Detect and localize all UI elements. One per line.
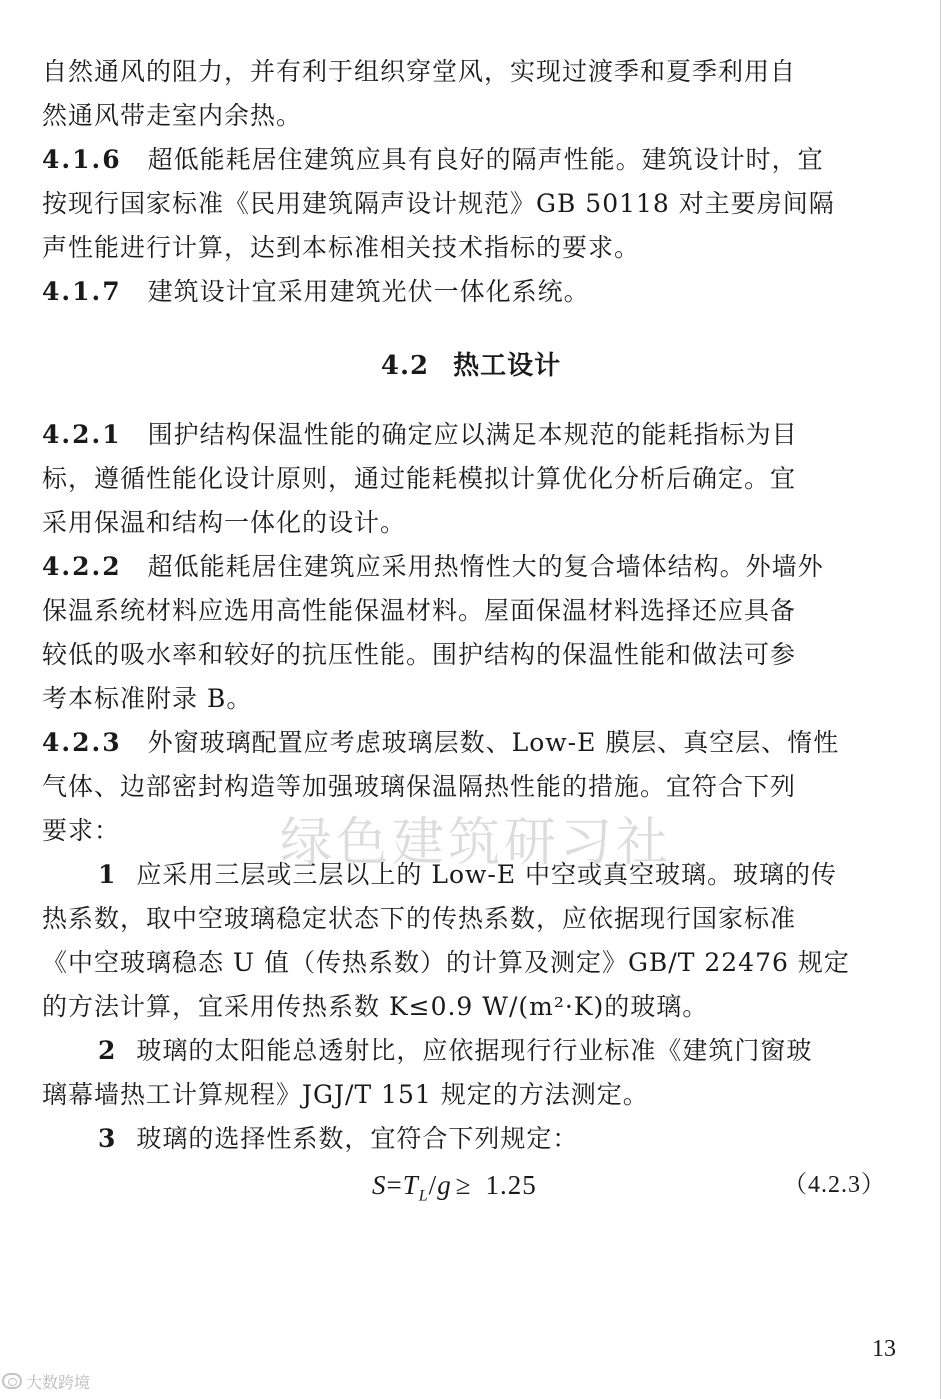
- text-line: 气体、边部密封构造等加强玻璃保温隔热性能的措施。宜符合下列: [42, 772, 797, 801]
- item-number: 3: [98, 1124, 117, 1153]
- text-line: 外窗玻璃配置应考虑玻璃层数、Low-E 膜层、真空层、惰性: [147, 728, 840, 757]
- text-line: 考本标准附录 B。: [42, 684, 253, 713]
- clause-4-1-7: [42, 270, 900, 314]
- text-line: 较低的吸水率和较好的抗压性能。围护结构的保温性能和做法可参: [42, 640, 797, 669]
- formula-variable-g: g: [437, 1170, 452, 1200]
- page-number: 13: [872, 1336, 896, 1362]
- section-title: 热工设计: [453, 351, 562, 381]
- list-item-3: [42, 1117, 900, 1161]
- clause-4-1-6: [42, 138, 900, 270]
- clause-number: 4.2.3: [42, 728, 122, 757]
- text-line: 玻璃的选择性系数，宜符合下列规定：: [136, 1124, 579, 1153]
- clause-4-2-2: [42, 545, 900, 721]
- formula-equals: =: [386, 1170, 403, 1200]
- text-line: 应采用三层或三层以上的 Low-E 中空或真空玻璃。玻璃的传: [136, 860, 838, 889]
- formula-ge: ≥: [455, 1170, 472, 1200]
- section-heading: [42, 344, 900, 388]
- formula-expression: [372, 1163, 537, 1218]
- list-item-1: [42, 853, 900, 1029]
- text-line: 保温系统材料应选用高性能保温材料。屋面保温材料选择还应具备: [42, 596, 797, 625]
- text-line: 超低能耗居住建筑应采用热惰性大的复合墙体结构。外墙外: [147, 552, 824, 581]
- logo-icon: [2, 1373, 22, 1389]
- list-item-2: [42, 1029, 900, 1117]
- item-number: 1: [98, 860, 117, 889]
- clause-number: 4.1.7: [42, 277, 122, 306]
- formula-4-2-3: [42, 1163, 900, 1209]
- document-body: [42, 50, 900, 1209]
- section-number: 4.2: [380, 351, 430, 381]
- text-line: 超低能耗居住建筑应具有良好的隔声性能。建筑设计时，宜: [147, 145, 824, 174]
- formula-value: 1.25: [485, 1170, 537, 1200]
- text-line: 按现行国家标准《民用建筑隔声设计规范》GB 50118 对主要房间隔: [42, 189, 835, 218]
- formula-variable-t: T: [402, 1170, 419, 1200]
- text-line: 《中空玻璃稳态 U 值（传热系数）的计算及测定》GB/T 22476 规定: [42, 948, 850, 977]
- text-line: 璃幕墙热工计算规程》JGJ/T 151 规定的方法测定。: [42, 1080, 649, 1109]
- item-number: 2: [98, 1036, 117, 1065]
- text-line: 围护结构保温性能的确定应以满足本规范的能耗指标为目: [147, 420, 798, 449]
- text-line: 标，遵循性能化设计原则，通过能耗模拟计算优化分析后确定。宜: [42, 464, 797, 493]
- text-line: 声性能进行计算，达到本标准相关技术指标的要求。: [42, 233, 641, 262]
- formula-subscript-l: L: [418, 1187, 429, 1205]
- corner-logo: [2, 1368, 90, 1394]
- clause-number: 4.1.6: [42, 145, 122, 174]
- clause-number: 4.2.2: [42, 552, 122, 581]
- clause-4-2-1: [42, 413, 900, 545]
- text-line: 玻璃的太阳能总透射比，应依据现行行业标准《建筑门窗玻: [136, 1036, 813, 1065]
- formula-variable-s: S: [372, 1170, 387, 1200]
- formula-slash: /: [428, 1170, 438, 1200]
- clause-number: 4.2.1: [42, 420, 122, 449]
- text-line: 的方法计算，宜采用传热系数 K≤0.9 W/(m²·K)的玻璃。: [42, 992, 709, 1021]
- logo-text: 大数跨境: [26, 1372, 91, 1392]
- text-line: 采用保温和结构一体化的设计。: [42, 508, 407, 537]
- paragraph-continuation: [42, 50, 900, 138]
- text-line: 建筑设计宜采用建筑光伏一体化系统。: [147, 277, 590, 306]
- watermark-text: 绿色建筑研习社: [280, 813, 673, 873]
- text-line: 热系数，取中空玻璃稳定状态下的传热系数，应依据现行国家标准: [42, 904, 797, 933]
- text-line: 自然通风的阻力，并有利于组织穿堂风，实现过渡季和夏季利用自: [42, 57, 797, 86]
- text-line: 然通风带走室内余热。: [42, 101, 303, 130]
- formula-number: （4.2.3）: [783, 1172, 886, 1198]
- text-line: 要求：: [42, 816, 121, 845]
